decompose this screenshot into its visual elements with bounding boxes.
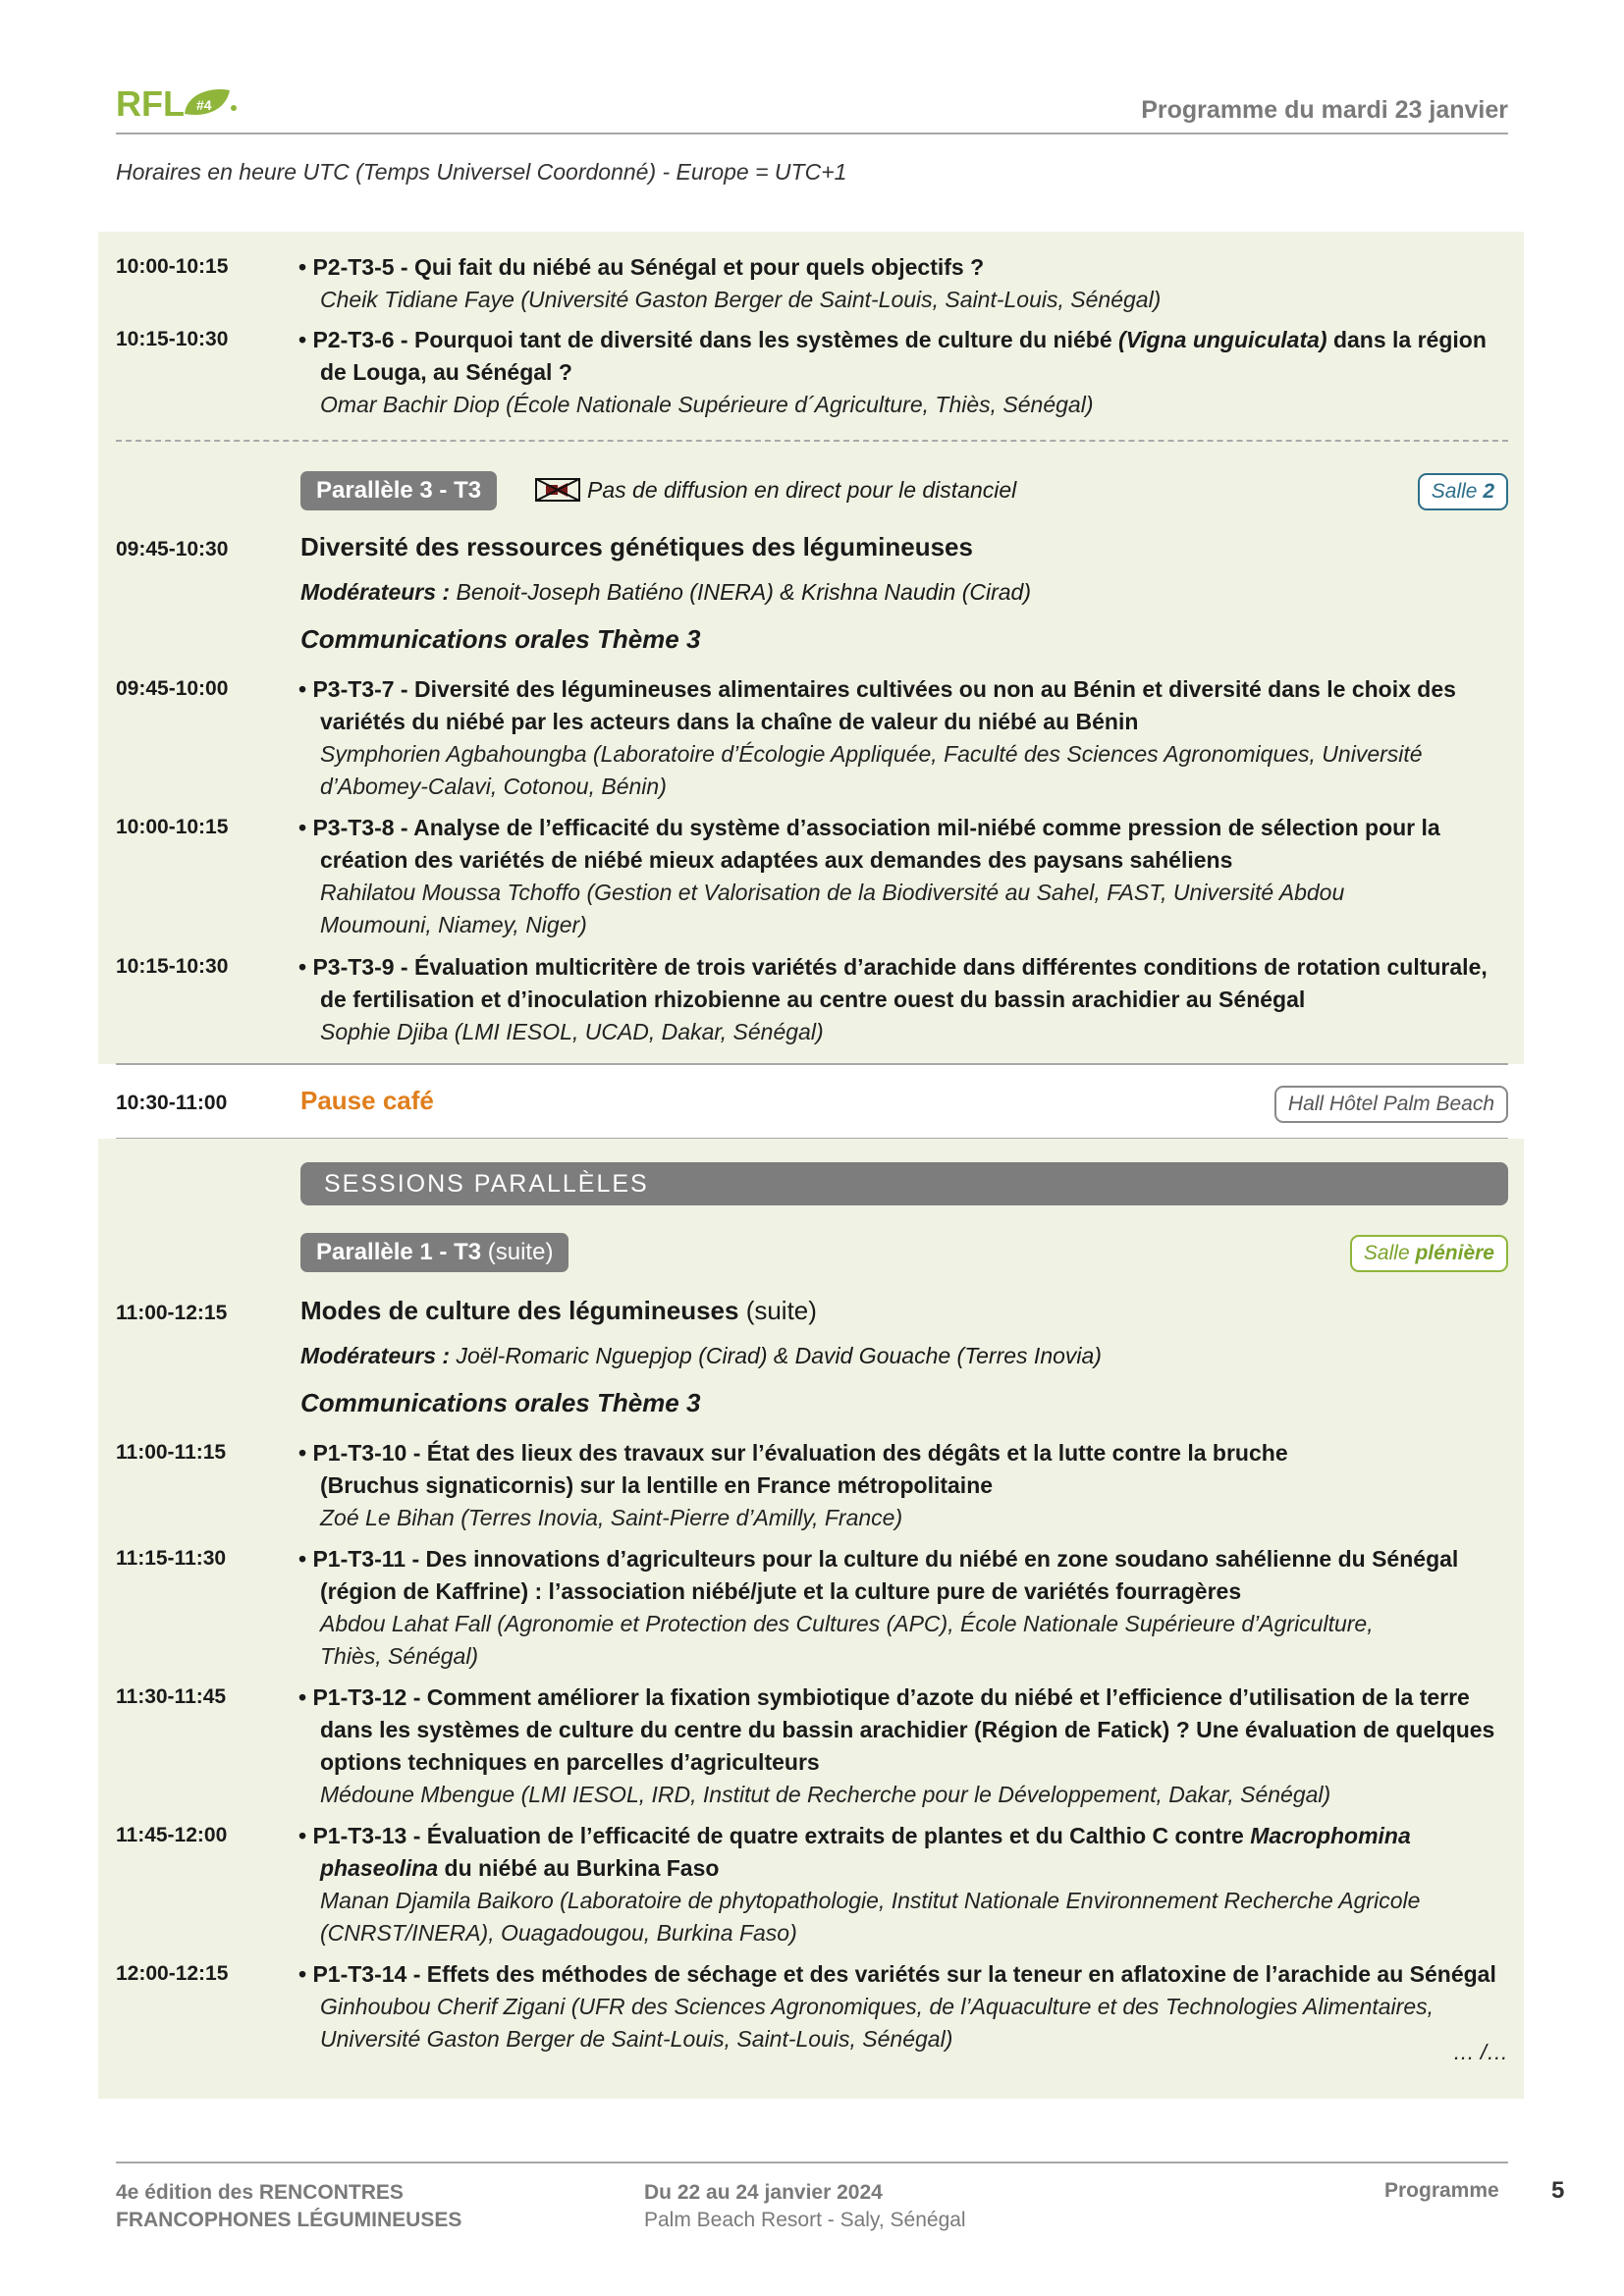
logo-text: RFL: [116, 83, 185, 124]
talk-title-species: Macrophomina: [1250, 1823, 1411, 1848]
talk-title: • P3-T3-8 - Analyse de l’efficacité du système d’association mil-niébé comme pression de sélection pour la: [298, 812, 1508, 844]
session-title-text: Modes de culture des légumineuses: [300, 1296, 739, 1325]
talk-title-cont: de fertilisation et d’inoculation rhizobienne au centre ouest du bassin arachidier au Sénégal: [320, 987, 1306, 1012]
moderators: [300, 579, 1031, 606]
no-broadcast-notice: [534, 475, 1016, 505]
talk-item: [298, 673, 1508, 803]
talk-title-part: P1-T3-13 - Évaluation de l’efficacité de quatre extraits de plantes et du Calthio C contre: [312, 1823, 1251, 1848]
talk-title: • P3-T3-7 - Diversité des légumineuses alimentaires cultivées ou non au Bénin et diversité dans le choix des: [298, 673, 1508, 706]
talk-item: [298, 1437, 1508, 1534]
talk-item: [298, 1820, 1508, 1949]
moderators-label: Modérateurs :: [300, 1343, 451, 1368]
session-pill-suite: (suite): [481, 1239, 554, 1265]
talk-item: [298, 1682, 1508, 1811]
talk-authors: Zoé Le Bihan (Terres Inovia, Saint-Pierre d’Amilly, France): [320, 1505, 903, 1530]
talk-authors: Sophie Djiba (LMI IESOL, UCAD, Dakar, Sénégal): [320, 1019, 824, 1044]
talk-title: [298, 324, 1508, 356]
moderators-names: Benoit-Joseph Batiéno (INERA) & Krishna Naudin (Cirad): [450, 579, 1031, 605]
room-badge: [1418, 473, 1508, 510]
room-badge: [1350, 1235, 1508, 1272]
talk-title-cont: (région de Kaffrine) : l’association niébé/jute et la culture pure de variétés fourragères: [320, 1578, 1242, 1604]
talk-title-cont: dans les systèmes de culture du centre du bassin arachidier (Région de Fatick) ? Une évaluation de quelques: [320, 1717, 1495, 1742]
talk-authors: Thiès, Sénégal): [320, 1643, 479, 1669]
talk-item: [298, 1958, 1508, 2056]
oral-communications-heading: Communications orales Thème 3: [300, 624, 701, 654]
sessions-banner: SESSIONS PARALLÈLES: [300, 1162, 1508, 1205]
footer-divider: [116, 2162, 1508, 2163]
moderators-label: Modérateurs :: [300, 579, 451, 605]
talk-item: [298, 951, 1508, 1048]
pause-time: 10:30-11:00: [116, 1092, 228, 1114]
talk-title: • P1-T3-12 - Comment améliorer la fixation symbiotique d’azote du niébé et l’efficience d’utilisation de la terre: [298, 1682, 1508, 1714]
talk-item: [298, 1543, 1508, 1673]
talk-authors: Cheik Tidiane Faye (Université Gaston Berger de Saint-Louis, Saint-Louis, Sénégal): [320, 287, 1162, 312]
talk-title: • P1-T3-10 - État des lieux des travaux sur l’évaluation des dégâts et la lutte contre la bruche: [298, 1437, 1508, 1469]
page-header-title: Programme du mardi 23 janvier: [1141, 96, 1508, 124]
talk-authors: Manan Djamila Baikoro (Laboratoire de phytopathologie, Institut Nationale Environnement Recherche Agricole: [320, 1888, 1421, 1913]
talk-item: [298, 251, 1508, 316]
talk-authors: (CNRST/INERA), Ouagadougou, Burkina Faso): [320, 1920, 797, 1946]
talk-authors: Abdou Lahat Fall (Agronomie et Protection des Cultures (APC), École Nationale Supérieure d’Agriculture,: [320, 1611, 1374, 1636]
talk-authors: d’Abomey-Calavi, Cotonou, Bénin): [320, 774, 667, 799]
room-name: 2: [1483, 480, 1494, 503]
session-title: Diversité des ressources génétiques des légumineuses: [300, 532, 973, 561]
talk-title-part: P2-T3-6 - Pourquoi tant de diversité dans les systèmes de culture du niébé: [312, 327, 1119, 352]
session-title: [300, 1296, 817, 1326]
talk-time: 12:00-12:15: [116, 1962, 229, 1985]
talk-item: [298, 324, 1508, 421]
rfl-logo: [116, 80, 238, 124]
footer-venue: Palm Beach Resort - Saly, Sénégal: [644, 2209, 966, 2231]
talk-authors: Université Gaston Berger de Saint-Louis, Saint-Louis, Sénégal): [320, 2026, 953, 2052]
talk-title-species: phaseolina: [320, 1855, 439, 1881]
moderators-names: Joël-Romaric Nguepjop (Cirad) & David Gouache (Terres Inovia): [450, 1343, 1102, 1368]
talk-item: [298, 812, 1508, 941]
room-name: plénière: [1415, 1242, 1494, 1264]
pause-location-badge: Hall Hôtel Palm Beach: [1274, 1086, 1508, 1123]
talk-time: 10:15-10:30: [116, 328, 229, 350]
footer-dates: Du 22 au 24 janvier 2024: [644, 2181, 883, 2204]
dashed-divider: [116, 440, 1508, 442]
talk-authors: Rahilatou Moussa Tchoffo (Gestion et Valorisation de la Biodiversité au Sahel, FAST, Université Abdou: [320, 880, 1345, 905]
talk-title: • P1-T3-14 - Effets des méthodes de séchage et des variétés sur la teneur en aflatoxine de l’arachide au Sénégal: [298, 1958, 1508, 1991]
moderators: [300, 1343, 1102, 1369]
talk-title: • P2-T3-5 - Qui fait du niébé au Sénégal et pour quels objectifs ?: [298, 251, 1508, 284]
talk-title: • P1-T3-11 - Des innovations d’agriculteurs pour la culture du niébé en zone soudano sahélienne du Sénégal: [298, 1543, 1508, 1575]
divider: [116, 1063, 1508, 1065]
coffee-break-label: Pause café: [300, 1086, 434, 1115]
talk-time: 11:30-11:45: [116, 1685, 227, 1708]
talk-title-part: dans la région: [1326, 327, 1487, 352]
talk-time: 10:15-10:30: [116, 955, 229, 978]
talk-title-cont: (Bruchus signaticornis) sur la lentille en France métropolitaine: [320, 1472, 994, 1498]
talk-time: 11:00-11:15: [116, 1441, 227, 1464]
talk-time: 11:15-11:30: [116, 1547, 227, 1570]
footer-section: Programme: [1384, 2179, 1499, 2202]
session-pill-label: Parallèle 1 - T3: [316, 1239, 482, 1265]
session-title-suite: (suite): [738, 1296, 817, 1325]
talk-title-cont: création des variétés de niébé mieux adaptées aux demandes des paysans sahéliens: [320, 847, 1233, 873]
footer-event-line2: FRANCOPHONES LÉGUMINEUSES: [116, 2209, 462, 2231]
oral-communications-heading: Communications orales Thème 3: [300, 1388, 701, 1417]
talk-authors: Omar Bachir Diop (École Nationale Supérieure d´Agriculture, Thiès, Sénégal): [320, 392, 1094, 417]
footer-event-line1: 4e édition des RENCONTRES: [116, 2181, 404, 2204]
talk-title-species: (Vigna unguiculata): [1118, 327, 1327, 352]
session-time: 09:45-10:30: [116, 538, 229, 561]
talk-title: • P3-T3-9 - Évaluation multicritère de trois variétés d’arachide dans différentes conditions de rotation culturale,: [298, 951, 1508, 984]
session-time: 11:00-12:15: [116, 1302, 228, 1324]
no-broadcast-text: Pas de diffusion en direct pour le distanciel: [587, 476, 1017, 503]
talk-authors: Symphorien Agbahoungba (Laboratoire d’Écologie Appliquée, Faculté des Sciences Agronomiques, Université: [320, 741, 1423, 767]
talk-title-cont: de Louga, au Sénégal ?: [320, 359, 572, 385]
footer-event-name: [116, 2179, 461, 2234]
talk-title-part: du niébé au Burkina Faso: [438, 1855, 720, 1881]
session-pill: [300, 1233, 568, 1272]
timezone-note: Horaires en heure UTC (Temps Universel Coordonné) - Europe = UTC+1: [116, 159, 847, 185]
talk-title-cont: variétés du niébé par les acteurs dans la chaîne de valeur du niébé au Bénin: [320, 709, 1139, 734]
room-prefix: Salle: [1363, 1242, 1416, 1264]
page-number: 5: [1551, 2177, 1565, 2204]
footer-event-dates: [644, 2179, 966, 2234]
talk-authors: Moumouni, Niamey, Niger): [320, 912, 587, 937]
video-camera-crossed-icon: [534, 475, 581, 505]
session-pill: Parallèle 3 - T3: [300, 471, 497, 510]
talk-authors: Ginhoubou Cherif Zigani (UFR des Sciences Agronomiques, de l’Aquaculture et des Technologies Alimentaires,: [320, 1994, 1434, 2019]
talk-time: 10:00-10:15: [116, 816, 229, 838]
logo-badge: #4: [196, 97, 212, 113]
talk-title-cont: options techniques en parcelles d’agriculteurs: [320, 1749, 820, 1775]
talk-time: 11:45-12:00: [116, 1824, 228, 1846]
talk-authors: Médoune Mbengue (LMI IESOL, IRD, Institut de Recherche pour le Développement, Dakar, Sénégal): [320, 1782, 1331, 1807]
header-divider: [116, 133, 1508, 134]
talk-title-cont: [298, 1852, 1508, 1885]
talk-title: [298, 1820, 1508, 1852]
continued-marker: … /…: [1452, 2040, 1508, 2064]
talk-time: 09:45-10:00: [116, 677, 229, 700]
room-prefix: Salle: [1431, 480, 1484, 503]
talk-time: 10:00-10:15: [116, 255, 229, 278]
